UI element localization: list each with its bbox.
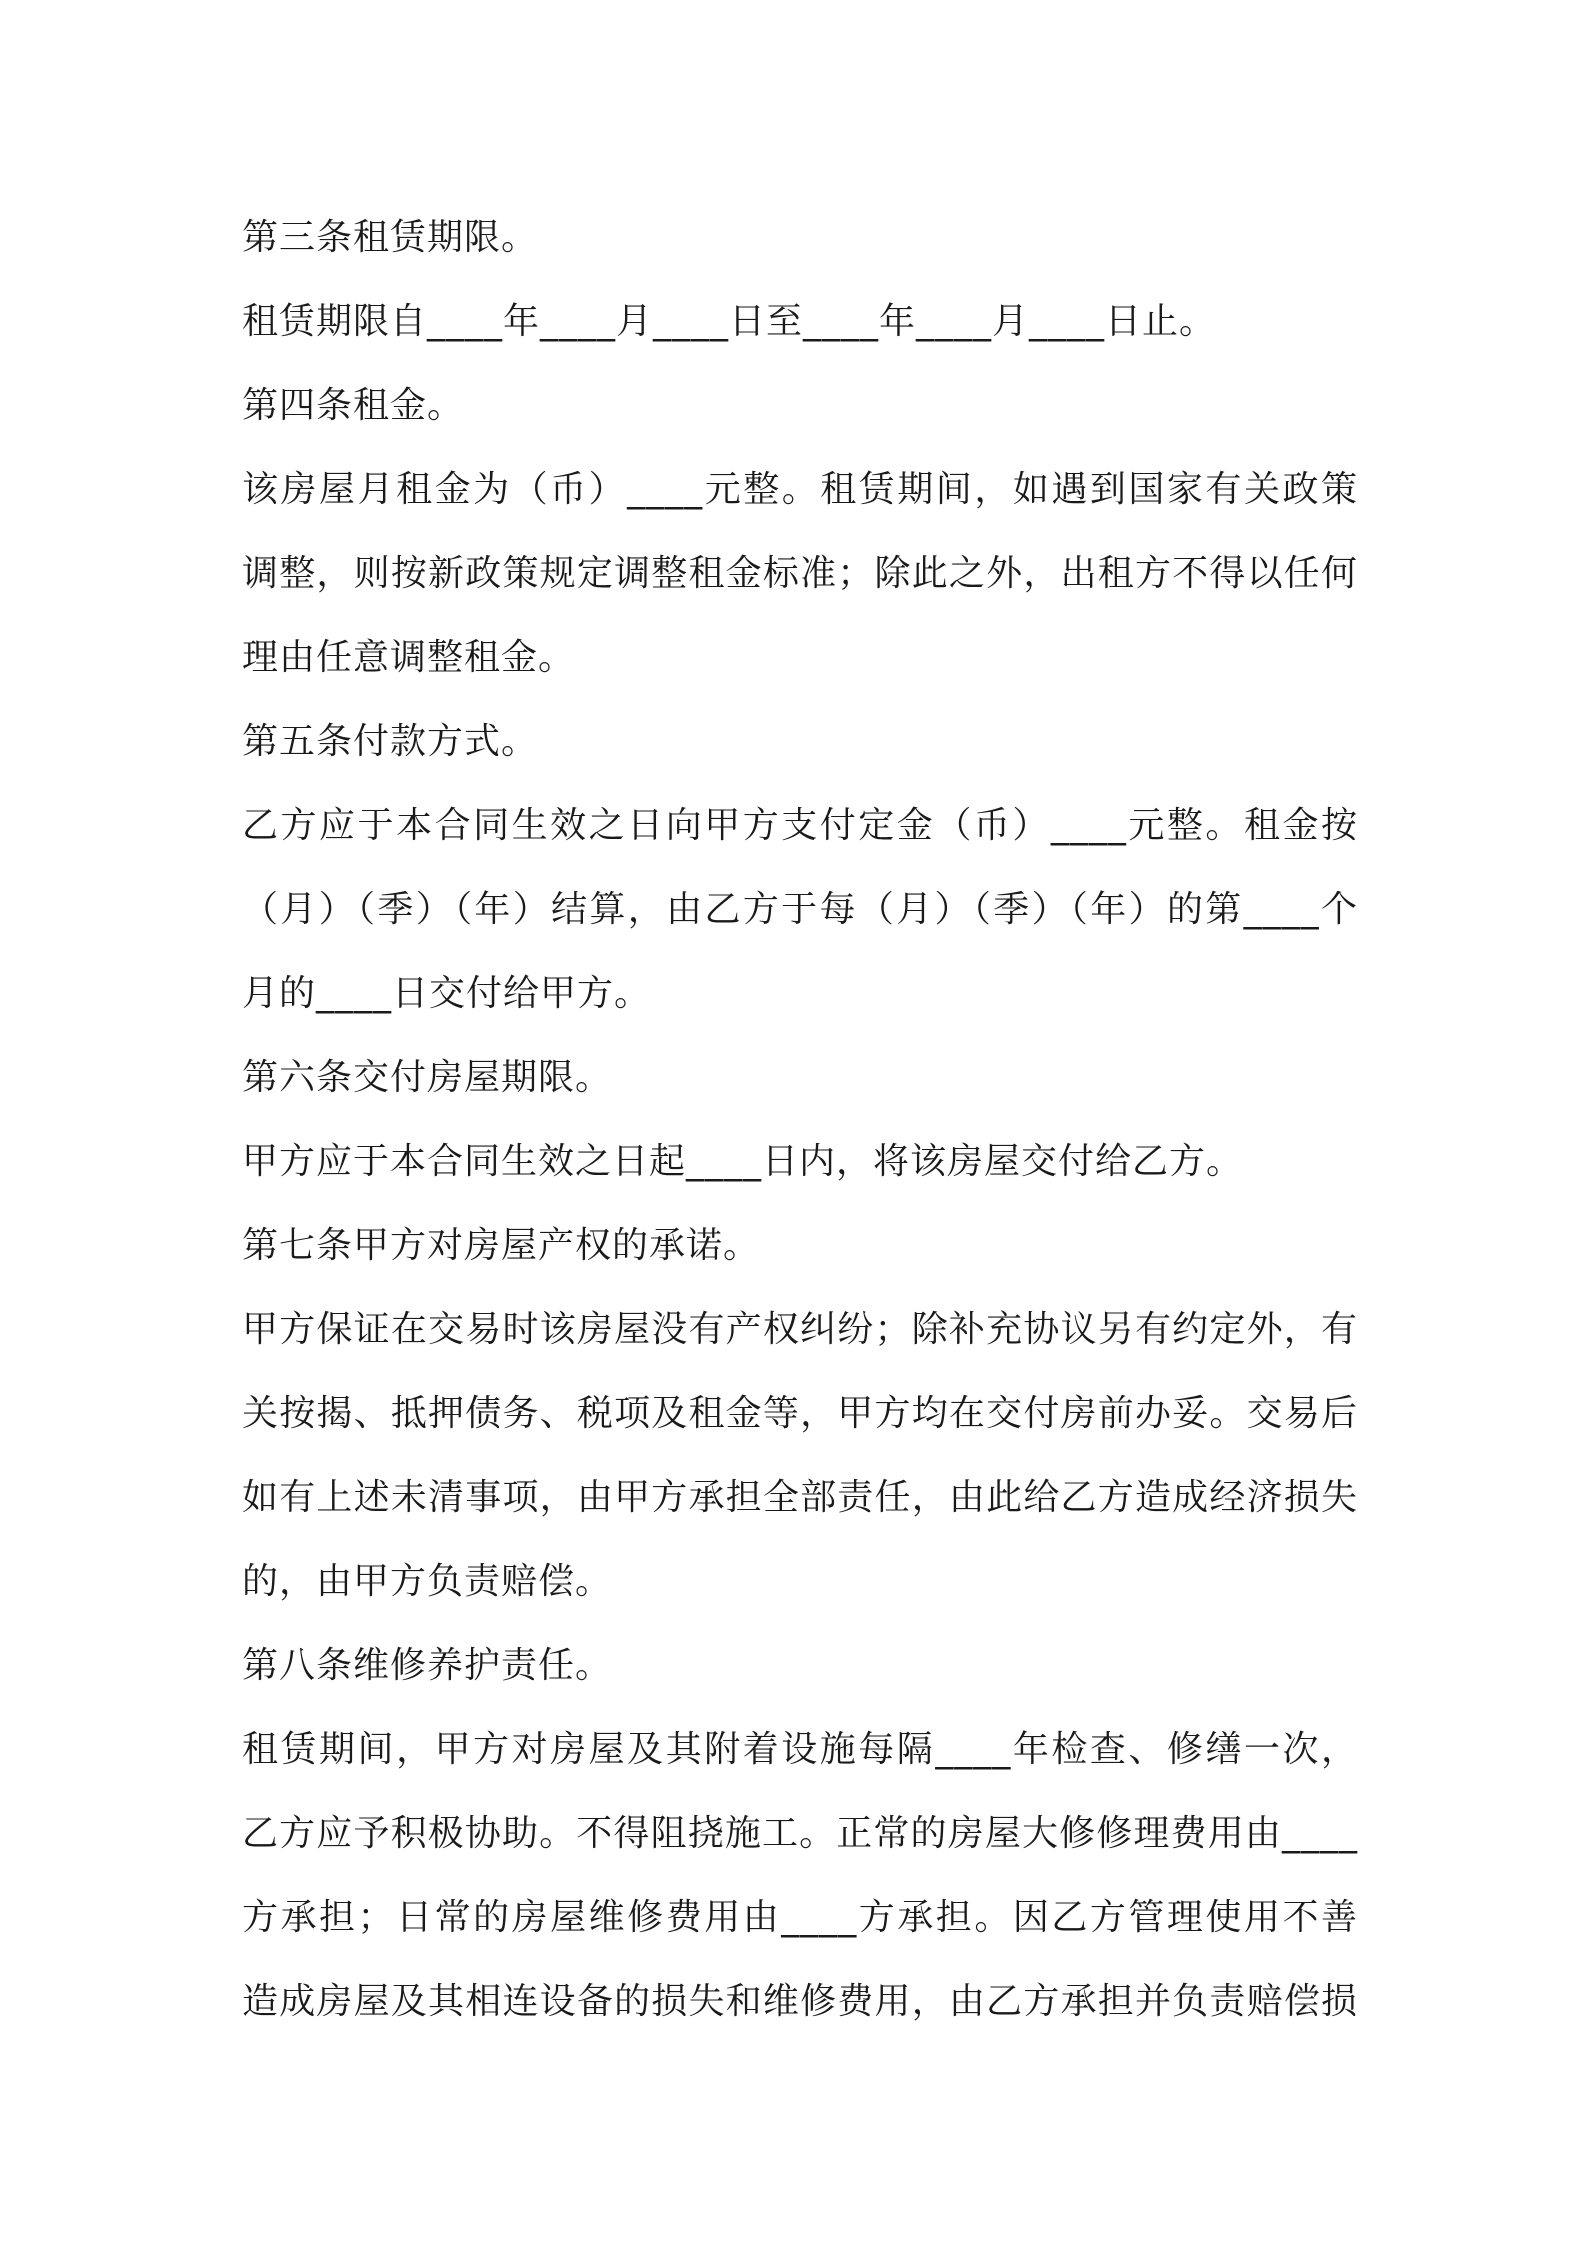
clause-6-text: 甲方应于本合同生效之日起____日内，将该房屋交付给乙方。 [242,1141,1244,1182]
clause-7-text-line-4: 的，由甲方负责赔偿。 [242,1561,613,1602]
clause-7-text-line-2: 关按揭、抵押债务、税项及租金等，甲方均在交付房前办妥。交易后 [242,1393,1358,1434]
clause-4-text-line-1: 该房屋月租金为（币）____元整。租赁期间，如遇到国家有关政策 [242,469,1358,510]
clause-4-text-line-2: 调整，则按新政策规定调整租金标准；除此之外，出租方不得以任何 [242,553,1358,594]
clause-5-text-line-1: 乙方应于本合同生效之日向甲方支付定金（币）____元整。租金按 [242,805,1358,846]
clause-5-heading: 第五条付款方式。 [242,721,539,762]
clause-4-heading: 第四条租金。 [242,385,465,426]
clause-7-text-line-1: 甲方保证在交易时该房屋没有产权纠纷；除补充协议另有约定外，有 [242,1309,1358,1350]
clause-7-heading: 第七条甲方对房屋产权的承诺。 [242,1225,761,1266]
clause-8-text-line-4: 造成房屋及其相连设备的损失和维修费用，由乙方承担并负责赔偿损 [242,1981,1358,2022]
clause-8-text-line-2: 乙方应予积极协助。不得阻挠施工。正常的房屋大修修理费用由____ [242,1813,1358,1854]
clause-3-text: 租赁期限自____年____月____日至____年____月____日止。 [242,301,1217,342]
clause-5-text-line-2: （月）（季）（年）结算，由乙方于每（月）（季）（年）的第____个 [242,889,1358,930]
clause-7-text-line-3: 如有上述未清事项，由甲方承担全部责任，由此给乙方造成经济损失 [242,1477,1358,1518]
clause-5-text-line-3: 月的____日交付给甲方。 [242,973,652,1014]
clause-8-text-line-3: 方承担；日常的房屋维修费用由____方承担。因乙方管理使用不善 [242,1897,1358,1938]
document-body [242,196,1358,2044]
clause-6-heading: 第六条交付房屋期限。 [242,1057,613,1098]
clause-8-heading: 第八条维修养护责任。 [242,1645,613,1686]
clause-4-text-line-3: 理由任意调整租金。 [242,637,576,678]
clause-3-heading: 第三条租赁期限。 [242,217,539,258]
clause-8-text-line-1: 租赁期间，甲方对房屋及其附着设施每隔____年检查、修缮一次， [242,1729,1358,1770]
